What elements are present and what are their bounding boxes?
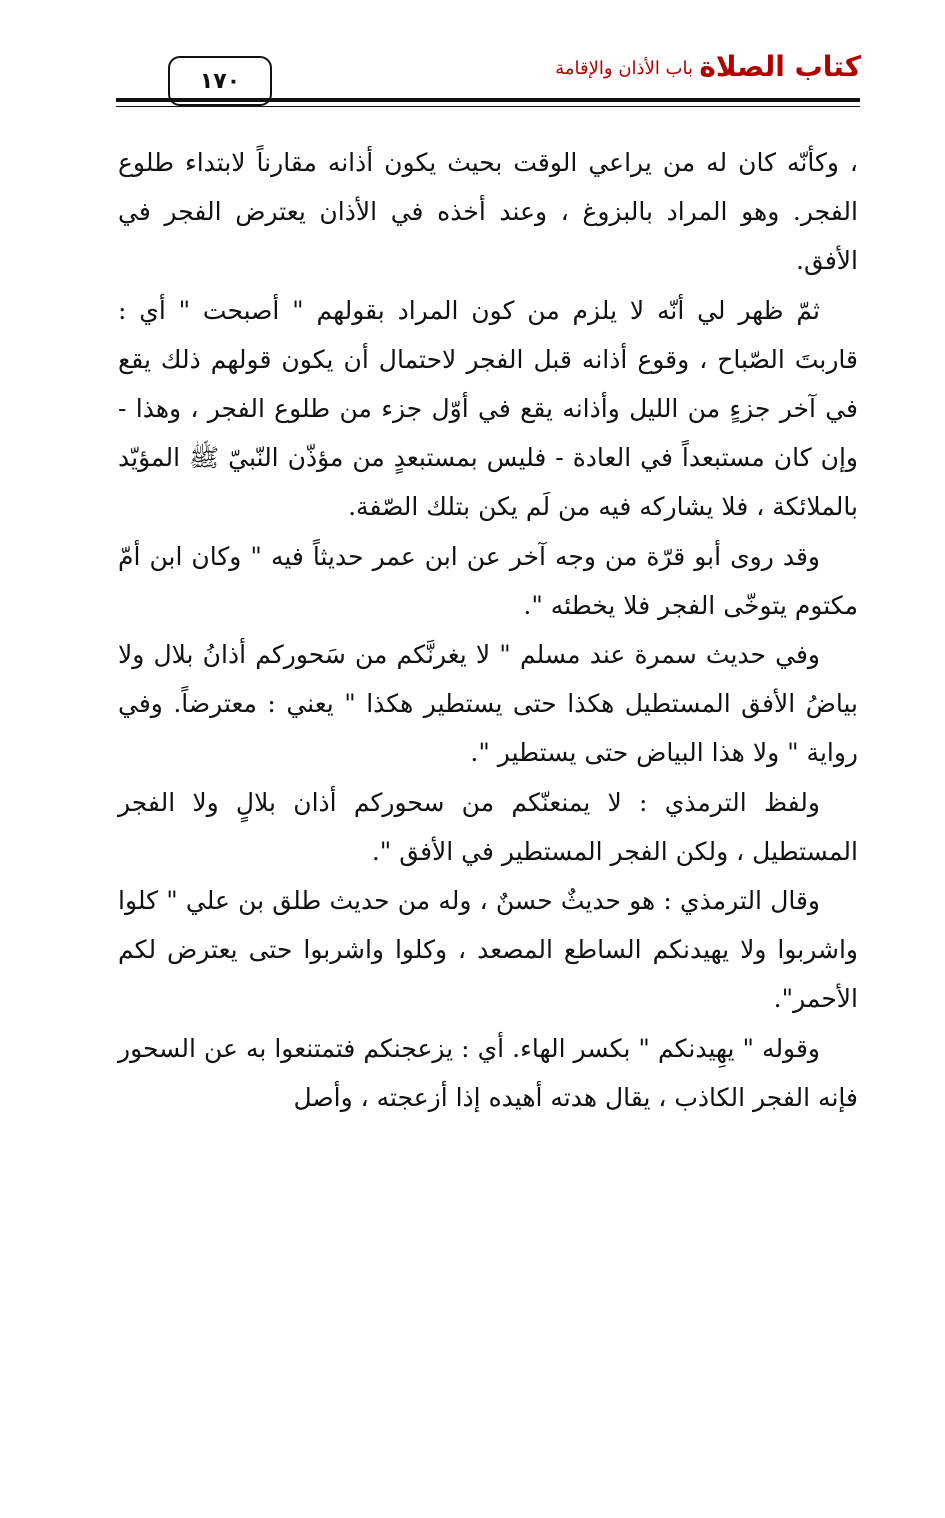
paragraph: وقوله " يهِيدنكم " بكسر الهاء. أي : يزعجنكم فتمتنعوا به عن السحور فإنه الفجر الكاذب ، يقال هدته أهيده إذا أزعجته ، وأصل <box>118 1033 858 1112</box>
header-rule-thick <box>116 98 860 102</box>
paragraph: وقد روى أبو قرّة من وجه آخر عن ابن عمر حديثاً فيه " وكان ابن أمّ مكتوم يتوخّى الفجر فلا يخطئه ". <box>118 541 858 620</box>
paragraph: ثمّ ظهر لي أنّه لا يلزم من كون المراد بقولهم " أصبحت " أي : قاربتَ الصّباح ، وقوع أذانه قبل الفجر لاحتمال أن يكون قولهم ذلك يقع في آخر جزءٍ من الليل وأذانه يقع في أوّل جزء من طلوع الفجر ، وهذا - وإن كان مستبعداً في العادة - فليس بمستبعدٍ من مؤذّن النّبيّ ﷺ المؤيّد بالملائكة ، فلا يشاركه فيه من لَم يكن بتلك الصّفة. <box>118 295 858 522</box>
book-title: كتاب الصلاة <box>699 50 861 83</box>
paragraph: ولفظ الترمذي : لا يمنعنّكم من سحوركم أذان بلالٍ ولا الفجر المستطيل ، ولكن الفجر المستطير في الأفق ". <box>118 787 858 866</box>
paragraph: وقال الترمذي : هو حديثٌ حسنٌ ، وله من حديث طلق بن علي " كلوا واشربوا ولا يهيدنكم الساطع المصعد ، وكلوا واشربوا حتى يعترض لكم الأحمر". <box>118 886 858 1014</box>
page-header <box>0 0 945 120</box>
header-rule-thin <box>116 106 860 107</box>
paragraph: وفي حديث سمرة عند مسلم " لا يغرنَّكم من سَحوركم أذانُ بلال ولا بياضُ الأفق المستطيل هكذا حتى يستطير هكذا " يعني : معترضاً. وفي رواية " ولا هذا البياض حتى يستطير ". <box>118 640 858 768</box>
chapter-title: باب الأذان والإقامة <box>555 58 693 79</box>
page-number: ١٧٠ <box>199 68 241 94</box>
body-text <box>118 138 858 1122</box>
paragraph: ، وكأنّه كان له من يراعي الوقت بحيث يكون أذانه مقارناً لابتداء طلوع الفجر. وهو المراد بالبزوغ ، وعند أخذه في الأذان يعترض الفجر في الأفق. <box>118 148 858 276</box>
